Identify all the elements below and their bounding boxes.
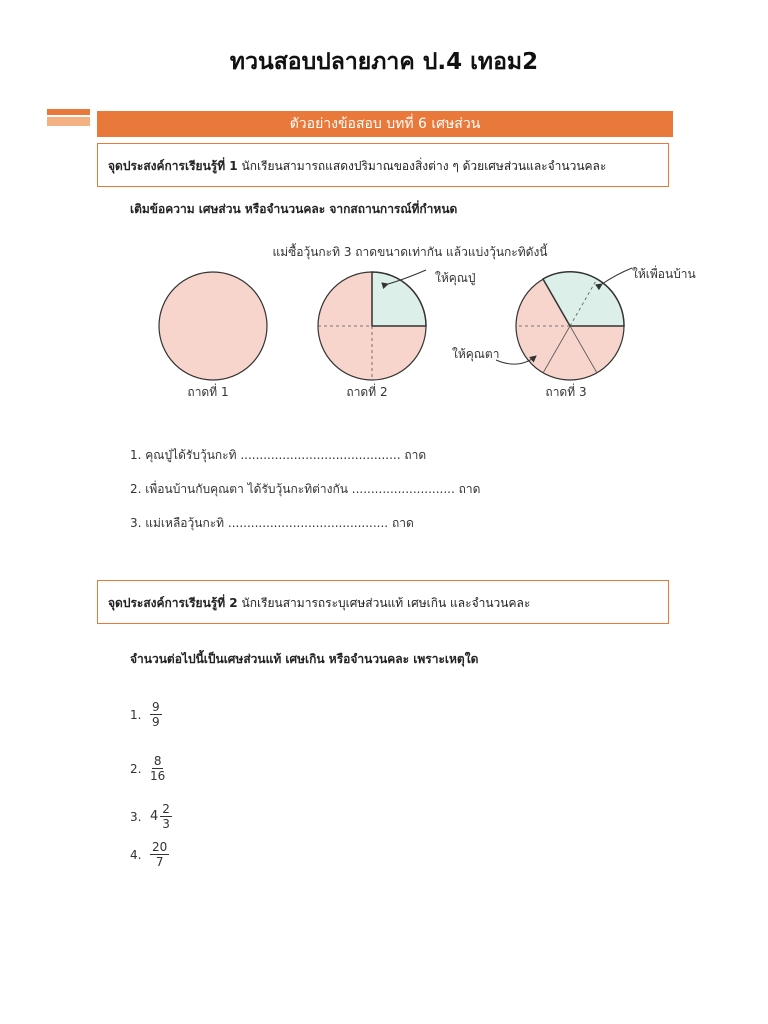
objective-box-2	[97, 580, 669, 624]
question-1: 1. คุณปู่ได้รับวุ้นกะทิ .......................................... ถาด	[130, 448, 427, 462]
callout-neighbor: ให้เพื่อนบ้าน	[632, 267, 696, 281]
figure-caption: แม่ซื้อวุ้นกะทิ 3 ถาดขนาดเท่ากัน แล้วแบ่งวุ้นกะทิดังนี้	[272, 245, 548, 259]
callout-grandpa: ให้คุณตา	[452, 347, 500, 361]
denominator: 3	[162, 817, 170, 831]
tray-1-pie	[159, 272, 267, 380]
question-2: 2. เพื่อนบ้านกับคุณตา ได้รับวุ้นกะทิต่างกัน ........................... ถาด	[130, 482, 481, 496]
tray-label-1: ถาดที่ 1	[187, 385, 229, 399]
tray-3-pie	[516, 272, 624, 380]
objective-text: นักเรียนสามารถระบุเศษส่วนแท้ เศษเกิน และจำนวนคละ	[241, 596, 531, 610]
instruction-2: จำนวนต่อไปนี้เป็นเศษส่วนแท้ เศษเกิน หรือจำนวนคละ เพราะเหตุใด	[130, 652, 479, 666]
fraction	[150, 840, 169, 869]
fraction-item-2: 2. $\frac{8}{16}$	[130, 754, 166, 783]
denominator: 7	[155, 855, 164, 869]
answer-blank[interactable]: ...........................	[351, 482, 455, 496]
objective-text: นักเรียนสามารถแสดงปริมาณของสิ่งต่าง ๆ ด้วยเศษส่วนและจำนวนคละ	[241, 159, 607, 173]
section-banner: ตัวอย่างข้อสอบ บทที่ 6 เศษส่วน	[97, 111, 673, 137]
answer-blank[interactable]: ..........................................	[227, 516, 389, 530]
instruction-1: เติมข้อความ เศษส่วน หรือจำนวนคละ จากสถานการณ์ที่กำหนด	[130, 202, 458, 216]
decorative-bar-bottom	[47, 117, 90, 126]
tray-label-2: ถาดที่ 2	[346, 385, 388, 399]
decorative-bar-top	[47, 109, 90, 115]
denominator: 16	[150, 769, 166, 783]
numerator: 9	[152, 700, 160, 714]
fraction	[150, 700, 162, 729]
pie-figure	[140, 236, 720, 416]
whole-number: 4	[150, 809, 159, 824]
tray-2-pie	[318, 272, 426, 380]
answer-blank[interactable]: ..........................................	[240, 448, 401, 462]
question-3: 3. แม่เหลือวุ้นกะทิ .......................................... ถาด	[130, 516, 414, 530]
fraction-item-1: 1. $\frac{9}{9}$	[130, 700, 160, 729]
numerator: 8	[153, 754, 162, 768]
fraction-item-4: 4. $\frac{20}{7}$	[130, 840, 168, 869]
arrow-neighbor	[602, 268, 632, 284]
objective-label: จุดประสงค์การเรียนรู้ที่ 1	[108, 159, 238, 173]
page-title: ทวนสอบปลายภาค ป.4 เทอม2	[229, 49, 539, 75]
tray-label-3: ถาดที่ 3	[545, 385, 587, 399]
fraction	[150, 754, 165, 783]
fraction	[160, 802, 172, 831]
numerator: 2	[162, 802, 170, 816]
denominator: 9	[152, 715, 160, 729]
fraction-item-3: 3. 4 $\frac{2}{3}$	[130, 802, 170, 831]
callout-grandma: ให้คุณปู่	[435, 271, 476, 285]
numerator: 20	[152, 840, 168, 854]
objective-label: จุดประสงค์การเรียนรู้ที่ 2	[108, 596, 238, 610]
objective-box-1	[97, 143, 669, 187]
